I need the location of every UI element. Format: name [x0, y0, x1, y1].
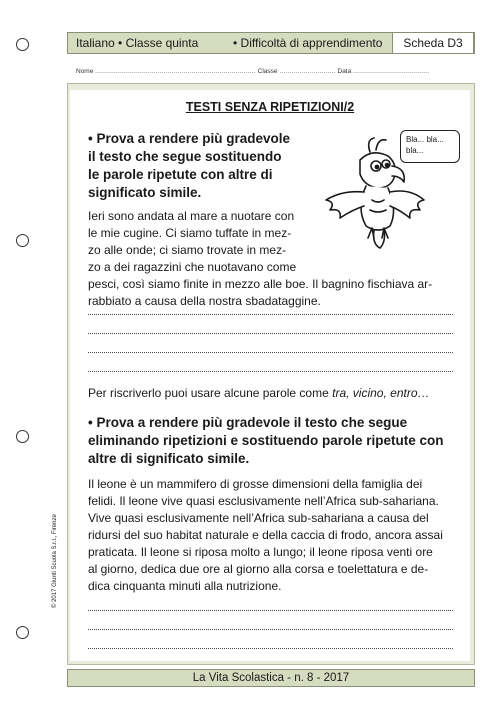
student-info-row [76, 68, 429, 75]
exercise2-text [88, 476, 453, 595]
instruction-line: il testo che segue sostituendo [88, 149, 282, 164]
header-band [67, 32, 475, 54]
speech-bubble [400, 130, 460, 163]
instruction-line: eliminando ripetizioni e sostituendo parole ripetute con [88, 433, 444, 448]
text-line: zo alle onde; ci siamo trovate in mez- [88, 243, 287, 257]
binder-hole [16, 626, 29, 639]
name-label: Nome [76, 68, 94, 75]
text-line: dica cinquanta minuti alla nutrizione. [88, 579, 282, 593]
area-label: • Difficoltà di apprendimento [233, 36, 383, 50]
text-line: rabbiato a causa della nostra sbadataggine. [88, 294, 321, 308]
text-line: pesci, così siamo finite in mezzo alle boe. Il bagnino fischiava ar- [88, 277, 433, 291]
copyright-text: © 2017 Giunti Scuola S.r.l., Firenze [52, 514, 58, 608]
text-line: al giorno, dedica due ore al giorno alla corsa e toelettatura e de- [88, 562, 429, 576]
instruction-line: • Prova a rendere più gradevole il testo che segue [88, 415, 408, 430]
binder-hole [16, 38, 29, 51]
text-line: Il leone è un mammifero di grosse dimensioni della famiglia dei [88, 477, 423, 491]
class-label: Classe [257, 68, 278, 75]
name-field[interactable]: ................................................................................ [95, 68, 258, 75]
text-line: ridursi del suo habitat naturale e della caccia di frodo, ancora assai [88, 528, 443, 542]
magazine-label: La Vita Scolastica - n. 8 - 2017 [192, 672, 350, 684]
exercise1-text [88, 208, 453, 310]
hint-words: tra, vicino, entro… [332, 386, 430, 400]
answer-line[interactable] [88, 648, 453, 649]
answer-line[interactable] [88, 629, 453, 630]
class-field[interactable]: ............................ [279, 68, 338, 75]
worksheet-title: TESTI SENZA RIPETIZIONI/2 [185, 100, 355, 114]
answer-line[interactable] [88, 352, 453, 353]
instruction-line: • Prova a rendere più gradevole [88, 131, 291, 146]
text-line: zo a dei ragazzini che nuotavano come [88, 260, 297, 274]
exercise1-instruction [88, 130, 290, 202]
answer-line[interactable] [88, 314, 453, 315]
text-line: praticata. Il leone si riposa molto a lungo; il leone riposa venti ore [88, 545, 433, 559]
hint-prefix: Per riscriverlo puoi usare alcune parole come [88, 386, 333, 400]
subject-label: Italiano • Classe quinta [76, 36, 199, 50]
answer-line[interactable] [88, 371, 453, 372]
binder-hole [16, 430, 29, 443]
instruction-line: altre di significato simile. [88, 451, 250, 466]
speech-bubble-line: bla... [406, 146, 424, 155]
answer-line[interactable] [88, 333, 453, 334]
footer-band [67, 669, 475, 687]
text-line: Ieri sono andata al mare a nuotare con [88, 209, 295, 223]
sheet-label: Scheda D3 [392, 32, 474, 54]
text-line: le mie cugine. Ci siamo tuffate in mez- [88, 226, 292, 240]
instruction-line: significato simile. [88, 185, 202, 200]
text-line: felidi. Il leone vive quasi esclusivamente nell’Africa sub-sahariana. [88, 494, 439, 508]
worksheet-panel [70, 90, 470, 661]
text-line: Vive quasi esclusivamente nell’Africa sub-sahariana a causa del [88, 511, 429, 525]
date-label: Data [337, 68, 352, 75]
exercise2-instruction [88, 414, 444, 468]
binder-hole [16, 234, 29, 247]
date-field[interactable]: ...................................... [353, 68, 430, 75]
hint-text [88, 386, 430, 400]
speech-bubble-line: Bla... bla... [406, 135, 444, 144]
instruction-line: le parole ripetute con altre di [88, 167, 273, 182]
answer-line[interactable] [88, 610, 453, 611]
